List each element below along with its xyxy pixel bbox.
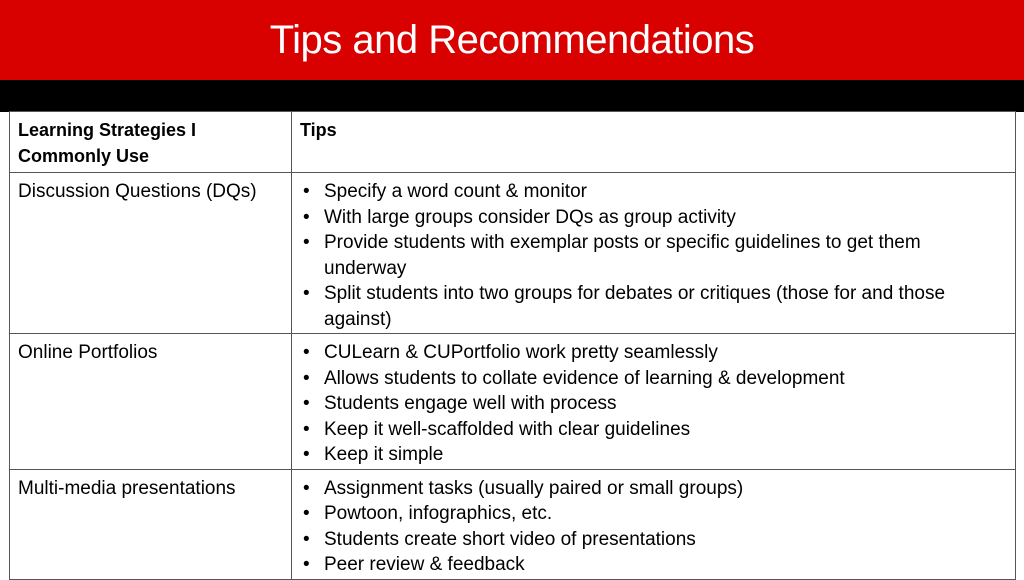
tip-item: • CULearn & CUPortfolio work pretty seamlessly — [300, 340, 1007, 366]
header-divider-band — [0, 80, 1024, 112]
table-header-row — [10, 112, 1016, 173]
tips-list — [300, 179, 1007, 332]
tip-item: • Peer review & feedback — [300, 552, 1007, 578]
tip-item: • Powtoon, infographics, etc. — [300, 501, 1007, 527]
tip-item: • Students create short video of presentations — [300, 527, 1007, 553]
tip-item: • Keep it simple — [300, 442, 1007, 468]
table-row — [10, 173, 1016, 334]
tips-list — [300, 476, 1007, 578]
tip-item: • Students engage well with process — [300, 391, 1007, 417]
tips-list — [300, 340, 1007, 468]
tips-table — [9, 111, 1016, 580]
tip-item: • Assignment tasks (usually paired or small groups) — [300, 476, 1007, 502]
title-bar — [0, 0, 1024, 80]
tip-item: • With large groups consider DQs as group activity — [300, 205, 1007, 231]
header-tips: Tips — [292, 112, 1016, 173]
tips-cell — [292, 173, 1016, 334]
header-strategies: Learning Strategies I Commonly Use — [10, 112, 292, 173]
tips-cell — [292, 469, 1016, 579]
tip-item: • Keep it well-scaffolded with clear guidelines — [300, 417, 1007, 443]
tips-cell — [292, 334, 1016, 470]
tip-item: • Specify a word count & monitor — [300, 179, 1007, 205]
strategy-cell: Multi-media presentations — [10, 469, 292, 579]
table-row — [10, 334, 1016, 470]
table-row — [10, 469, 1016, 579]
strategy-cell: Online Portfolios — [10, 334, 292, 470]
tip-item: • Provide students with exemplar posts or specific guidelines to get them underway — [300, 230, 1007, 281]
strategy-cell: Discussion Questions (DQs) — [10, 173, 292, 334]
tip-item: • Split students into two groups for debates or critiques (those for and those against) — [300, 281, 1007, 332]
page-title: Tips and Recommendations — [269, 17, 755, 62]
tip-item: • Allows students to collate evidence of learning & development — [300, 366, 1007, 392]
